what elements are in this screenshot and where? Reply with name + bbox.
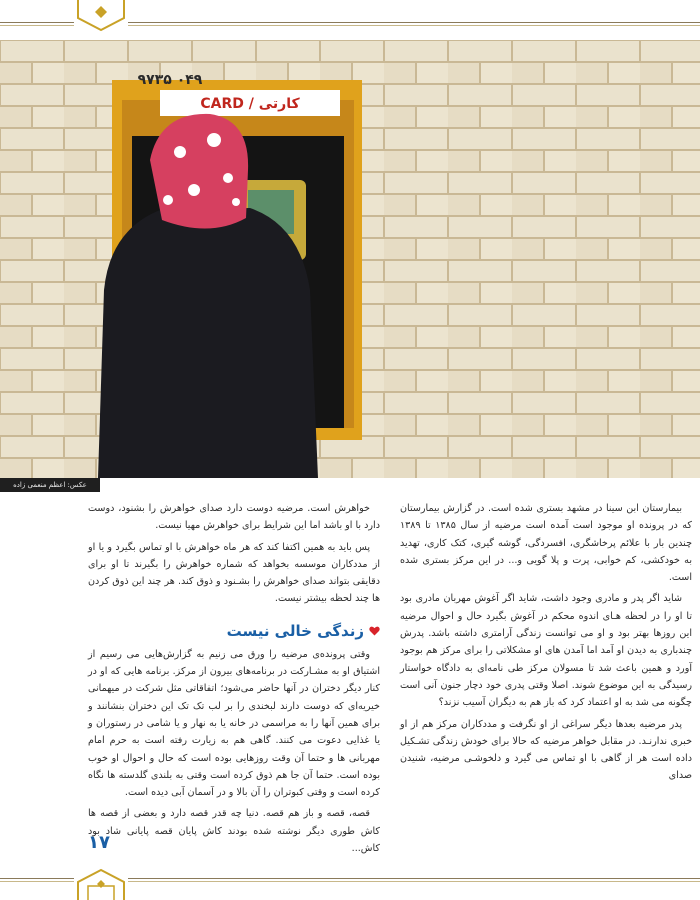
article-photo — [0, 40, 700, 478]
left-text-column — [88, 500, 380, 857]
section-subheading — [88, 620, 380, 642]
right-paragraph-2: شاید اگر پدر و مادری وجود داشت، شاید اگر آغوش مهربان مادری بود تا او را در لحظه هـای اندوه محکم در آغوش بگیرد حال و احوال مرضیه این روزها بهتر بود و او می توانست زندگی آرامتری داشته باشد. پدرش چندباری به دیدن او آمد اما آمدن های او مشکلاتی را برای مرکز هم بوجود آورد و همین باعث شد تا مسولان مرکز طی نامه‌ای به دادگاه خواستار رسیدگی به این موضوع شوند. اصلا وقتی پدری خود دچار جنون آنی است چگونه می شد به او اعتماد کرد که باز هم به دیگران آسیب نزند؟ — [400, 593, 692, 709]
left-paragraph-3: وقتی پرونده‌ی مرضیه را ورق می زنیم به گزارش‌هایی می رسیم از اشتیاق او به مشـارکت در برنامه‌های بیرون از مرکز. برنامه هایی که او در کنار دیگر دختران در آنها حاضر می‌شود؛ اتفاقاتی مثل شرکت در میهمانی خیریه‌ای که دوست دارند لبخندی را بر لب تک تک این دختران بنشانند و برای همین آنها را به مراسمی در خانه یا به نهار و یا شامی در رستوران و یا غذایی دعوت می کنند. گاهی هم به زیارت رفته است به حرم امام مهربانی ها و حتما آن وقت روزهایی بوده است که حال و احوال او خوب بوده است. حتما آن جا هم ذوق کرده است وقتی به بلندی گلدسته ها نگاه کرده است و وقتی کبوتران را آن بالا و در آسمان آبی دیده است. — [88, 648, 380, 799]
bottom-ornament-icon — [74, 866, 128, 900]
right-paragraph-1: بیمارستان ابن سینا در مشهد بستری شده است. در گزارش بیمارستان که در پرونده او موجود است آمده است مرضیه از سال ۱۳۸۵ تا ۱۳۸۹ چندین بار با علائم پرخاشگری، افسردگی، گوشه گیری، کتک کاری، تهدید به خودکشی، کم خوابی، پرت و پلا گویی و... در این مرکز بستری شده است. — [400, 503, 692, 584]
phone-number-label: ۹۷۳۵ ۰۴۹ — [137, 72, 203, 88]
page-number: ۱۷ — [88, 832, 110, 853]
right-text-column — [400, 500, 692, 785]
photo-credit: عکس: اعظم منعمی زاده — [13, 481, 87, 489]
right-paragraph-3: پدر مرضیه بعدها دیگر سراغی از او نگرفت و مددکاران مرکز هم از او خبری ندارنـد. در مقابل خواهر مرضیه که حالا برای خودش زندگی تشـکیل داده است هر از گاهی با او تماس می گیرد و دلخوشـی مرضیه، شنیدن صدای — [400, 718, 692, 782]
left-paragraph-2: پس باید به همین اکتفا کند که هر ماه خواهرش با او تماس بگیرد و یا او از مددکاران موسسه بخواهد که شماره خواهرش را بگیرند تا او برای دقایقی بتواند صدای خواهرش را بشـنود و ذوق کند. هر چند این ذوق کردن ها چند لحظه بیشتر نیست. — [88, 541, 380, 605]
subheading-title: زندگی خالی نیست — [226, 621, 364, 640]
left-paragraph-4: قصه، قصه و باز هم قصه. دنیا چه قدر قصه دارد و بعضی از قصه ها کاش طوری دیگر نوشته شده بودند کاش پایان قصه پایانی شاد بود کاش... — [88, 808, 380, 855]
heart-icon — [369, 626, 380, 636]
left-paragraph-1: خواهرش است. مرضیه دوست دارد صدای خواهرش را بشنود، دوست دارد با او باشد اما این شرایط برای خواهرش مهیا نیست. — [88, 503, 380, 532]
top-ornament-icon — [74, 0, 128, 34]
card-sign-label: CARD / کارتی — [200, 96, 300, 112]
